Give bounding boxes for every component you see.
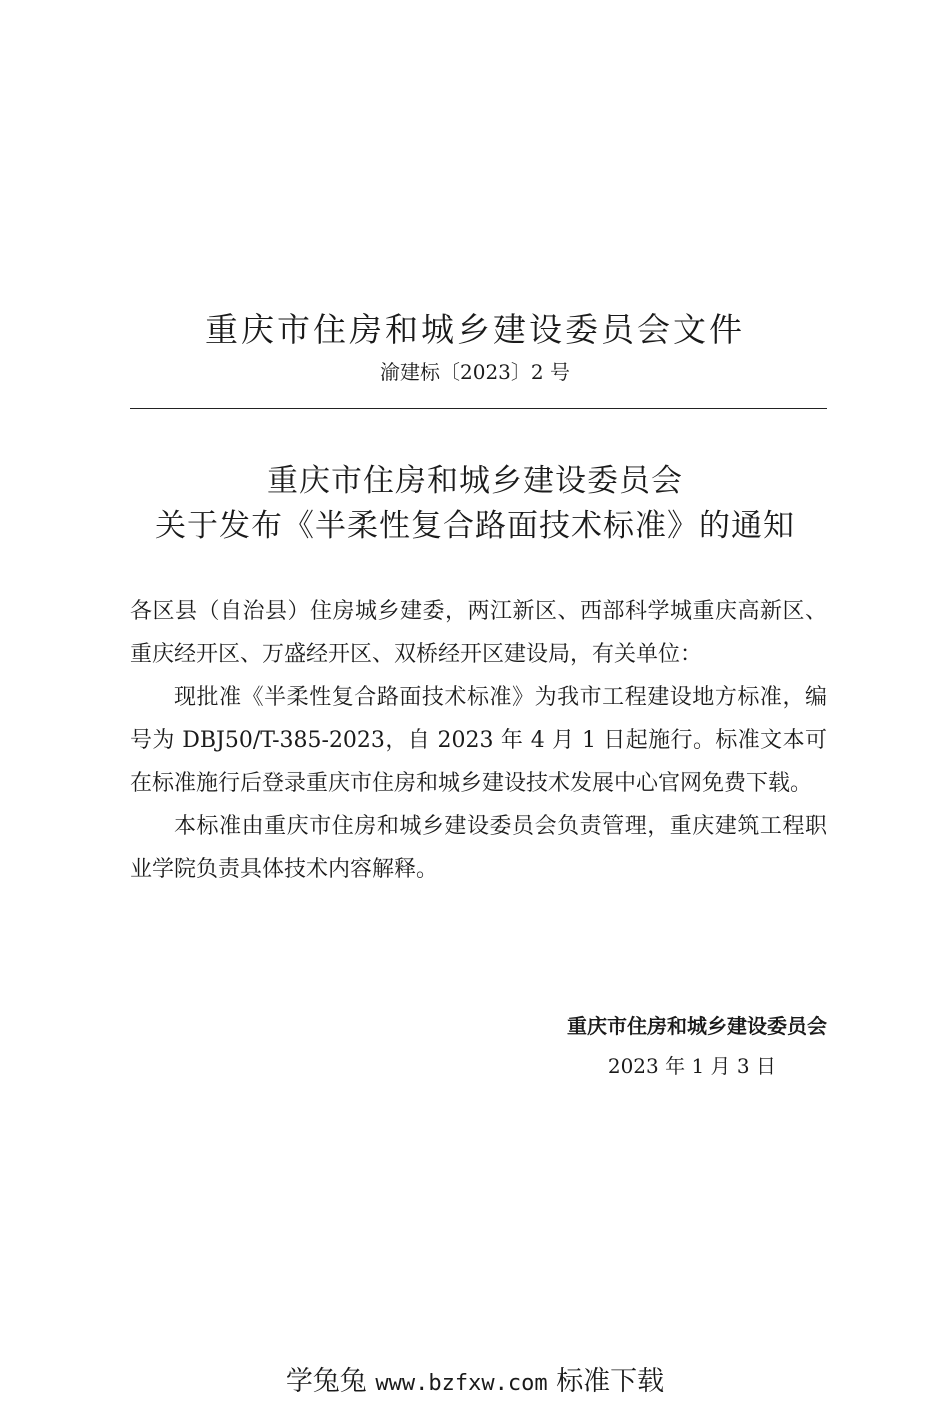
footer-watermark (0, 1362, 950, 1404)
issuer-heading: 重庆市住房和城乡建设委员会文件 (205, 310, 745, 349)
footer-tagline: 标准下载 (556, 1366, 665, 1397)
signature-organization: 重庆市住房和城乡建设委员会 (567, 1014, 827, 1038)
notice-title-line-1: 重庆市住房和城乡建设委员会 (267, 463, 683, 499)
header-divider (130, 408, 827, 409)
signature-date: 2023 年 1 月 3 日 (607, 1054, 776, 1078)
body-paragraph-approval: 现批准《半柔性复合路面技术标准》为我市工程建设地方标准，编号为 DBJ50/T-385-2023，自 2023 年 4 月 1 日起施行。标准文本可在标准施行后登录重庆市住房和城乡建设技术发展中心官网免费下载。 (130, 685, 827, 796)
footer-site-name: 学兔兔 (285, 1366, 367, 1397)
footer-url-link[interactable]: www.bzfxw.com (375, 1371, 548, 1396)
document-number: 渝建标〔2023〕2 号 (380, 360, 570, 384)
body-paragraph-management: 本标准由重庆市住房和城乡建设委员会负责管理，重庆建筑工程职业学院负责具体技术内容解释。 (130, 814, 827, 882)
notice-title-line-2: 关于发布《半柔性复合路面技术标准》的通知 (155, 508, 795, 544)
addressee: 各区县（自治县）住房城乡建委，两江新区、西部科学城重庆高新区、重庆经开区、万盛经开区、双桥经开区建设局，有关单位： (130, 599, 827, 667)
notice-body (130, 590, 827, 891)
